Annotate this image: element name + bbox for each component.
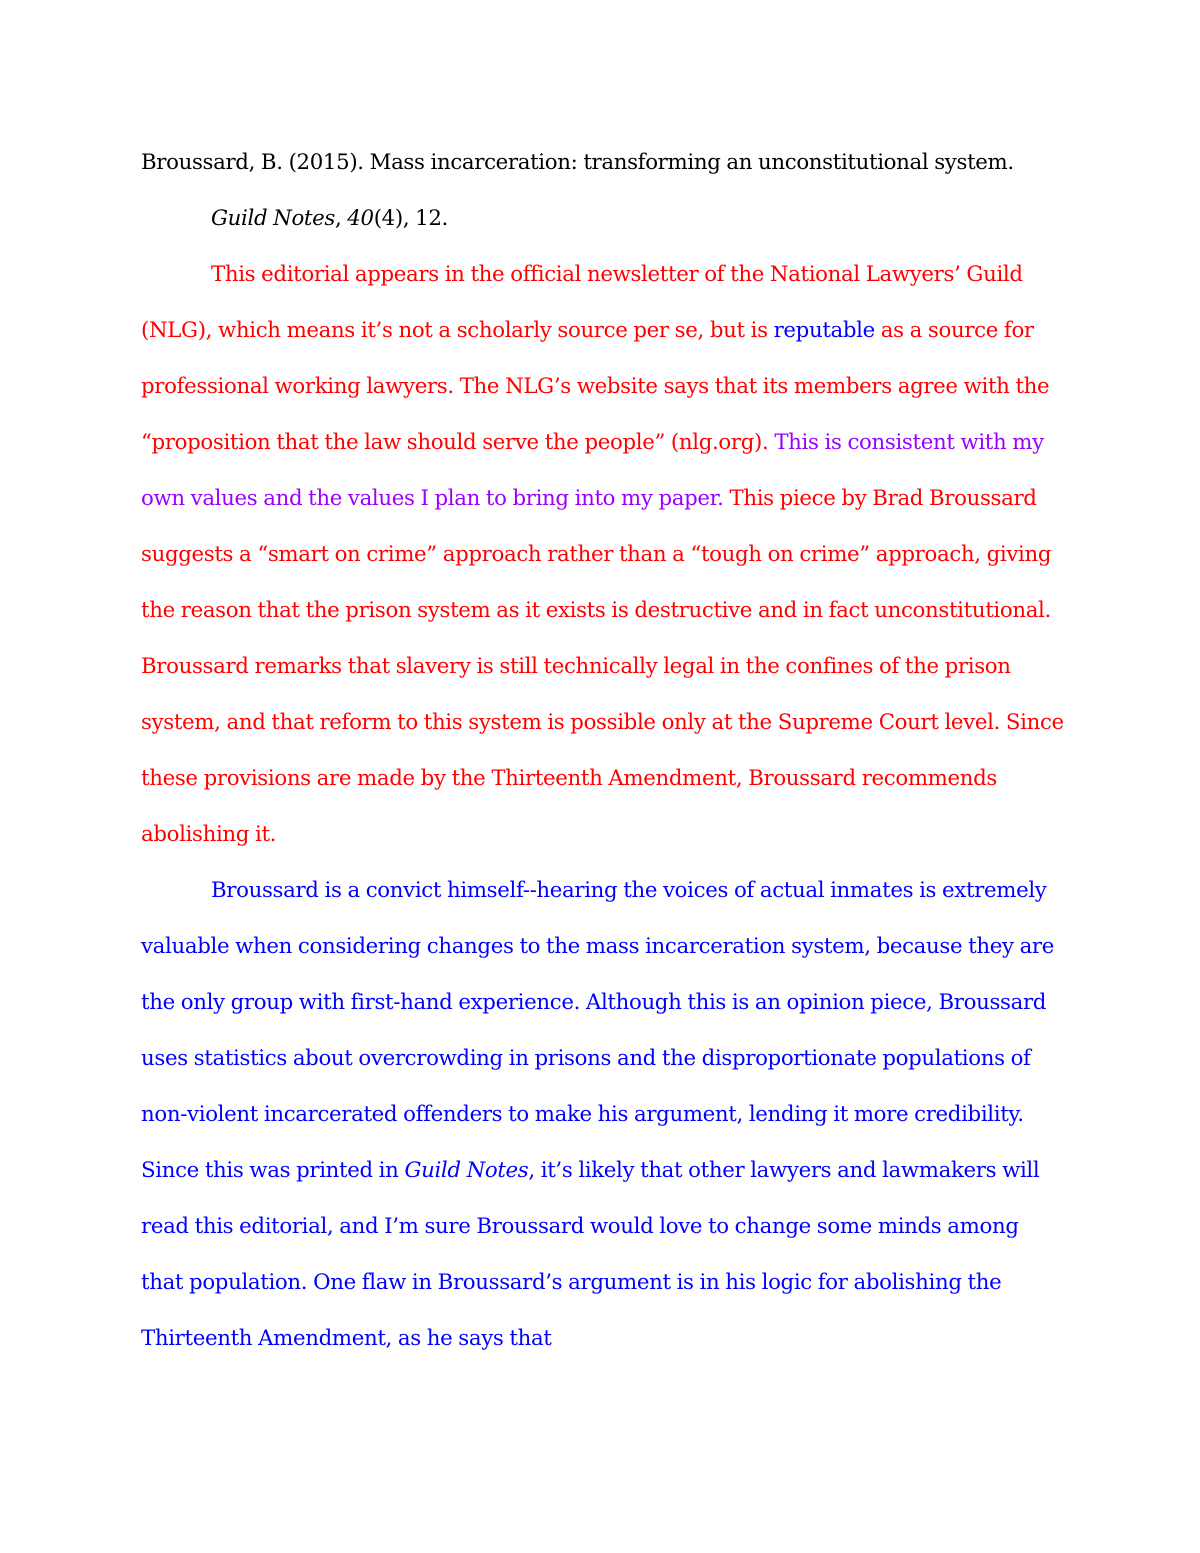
paragraph2-line: the only group with first-hand experience. Although this is an opinion piece, Broussard [141, 990, 1047, 1015]
paragraph2-line: read this editorial, and I’m sure Broussard would love to change some minds among [141, 1214, 1019, 1239]
paragraph1-line [141, 415, 1059, 471]
paragraph1-line: suggests a “smart on crime” approach rather than a “tough on crime” approach, giving [141, 542, 1052, 567]
paragraph2-line: that population. One flaw in Broussard’s argument is in his logic for abolishing the [141, 1270, 1002, 1295]
paragraph1-text: “proposition that the law should serve the people” (nlg.org). [141, 430, 775, 455]
paragraph1-line [141, 471, 1059, 527]
citation-journal: Guild Notes [211, 206, 335, 231]
paragraph1-line: Broussard remarks that slavery is still technically legal in the confines of the prison [141, 654, 1011, 679]
own-values-text: own values and the values I plan to bring into my paper. [141, 486, 724, 511]
paragraph1-text: This piece by Brad Broussard [723, 486, 1037, 511]
citation-line-1 [141, 135, 1059, 191]
paragraph2-line: Broussard is a convict himself--hearing the voices of actual inmates is extremely [211, 878, 1047, 903]
paragraph2-line: Thirteenth Amendment, as he says that [141, 1326, 552, 1351]
paragraph1-line [141, 303, 1059, 359]
paragraph1-line: these provisions are made by the Thirteenth Amendment, Broussard recommends [141, 766, 998, 791]
citation-author-year: Broussard, B. (2015). [141, 150, 370, 175]
paragraph1-line: the reason that the prison system as it exists is destructive and in fact unconstitutional. [141, 598, 1051, 623]
paragraph1-text: as a source for [874, 318, 1034, 343]
paragraph2-line: non-violent incarcerated offenders to make his argument, lending it more credibility. [141, 1102, 1024, 1127]
consistent-values-text: This is consistent with my [774, 430, 1044, 455]
paragraph1-line: system, and that reform to this system is possible only at the Supreme Court level. Since [141, 710, 1064, 735]
guild-notes-italic: Guild Notes [404, 1158, 529, 1183]
paragraph1-text: (NLG), which means it’s not a scholarly source per se, but is [141, 318, 774, 343]
citation-comma: , [334, 206, 348, 231]
reputable-word: reputable [773, 318, 875, 343]
paragraph1-line: professional working lawyers. The NLG’s website says that its members agree with the [141, 374, 1050, 399]
paragraph2-line: valuable when considering changes to the mass incarceration system, because they are [141, 934, 1055, 959]
citation-issue-pages: (4), 12. [373, 206, 448, 231]
citation-title: Mass incarceration: transforming an unconstitutional system. [369, 150, 1014, 175]
paragraph2-line: uses statistics about overcrowding in prisons and the disproportionate populations of [141, 1046, 1031, 1071]
citation-volume: 40 [347, 206, 374, 231]
document-body [141, 135, 1064, 1367]
citation-line-2 [141, 191, 1059, 247]
paragraph2-text: Since this was printed in [141, 1158, 405, 1183]
paragraph2-text: , it’s likely that other lawyers and lawmakers will [528, 1158, 1040, 1183]
paragraph2-line [141, 1143, 1059, 1199]
paragraph1-line: abolishing it. [141, 822, 277, 847]
paragraph1-line: This editorial appears in the official newsletter of the National Lawyers’ Guild [211, 262, 1023, 287]
